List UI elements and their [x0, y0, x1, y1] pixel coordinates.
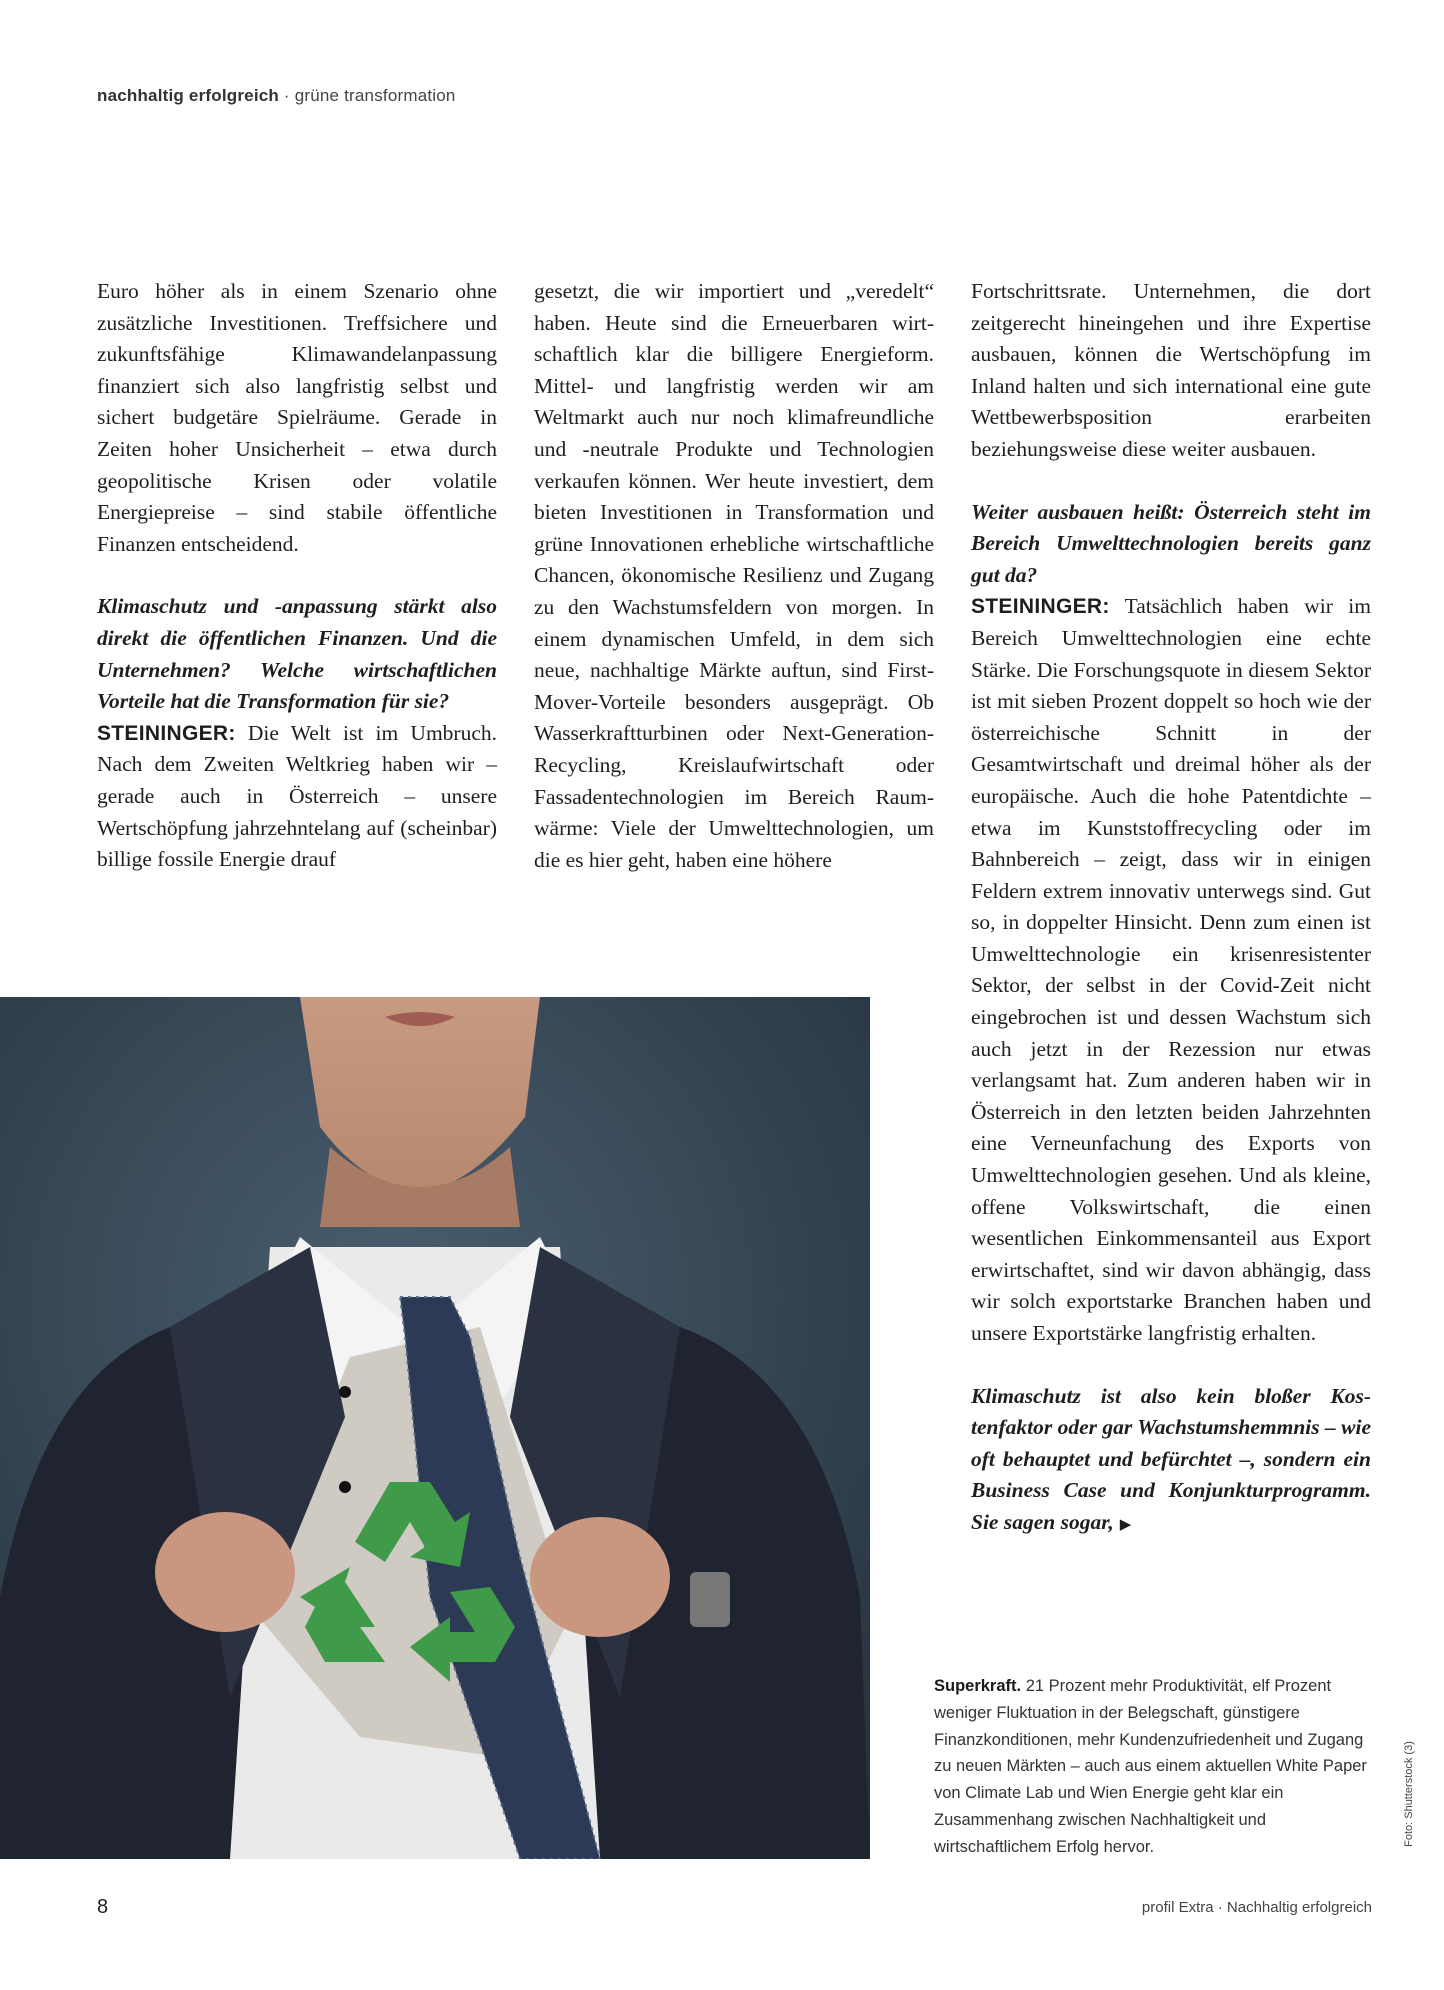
- interview-question: Klimaschutz und -anpassung stärkt also direkt die öffentlichen Finanzen. Und die Unternehmen? Welche wirtschaftlichen Vorteile hat die Transformation für sie?: [97, 594, 497, 714]
- header-section: nachhaltig erfolgreich: [97, 86, 279, 105]
- speaker-name: STEININGER:: [971, 595, 1110, 619]
- businessman-photo: [0, 997, 870, 1859]
- text-column-1: [97, 276, 497, 876]
- question-text: Klimaschutz ist also kein bloßer Kostenfaktor oder gar Wachstumshemmnis – wie oft behauptet und befürchtet –, sondern ein Business Case und Konjunkturprogramm. Sie sagen sogar,: [971, 1383, 1371, 1534]
- header-subsection: grüne transformation: [294, 86, 456, 105]
- paragraph: Euro höher als in einem Szenario ohne zusätzliche Investitionen. Treffsichere und zukunftsfähige Klimawandelanpassung finanziert sich also langfristig selbst und sichert budgetäre Spielräume. Gerade in Zeiten hoher Unsicherheit – etwa durch geopolitische Krisen oder volatile Energiepreise – sind stabile öffentliche Finanzen entscheidend.: [97, 279, 497, 556]
- caption-title: Superkraft.: [934, 1677, 1022, 1695]
- interview-question: Weiter ausbauen heißt: Österreich steht im Bereich Umwelttechnologien bereits ganz gut da?: [971, 499, 1371, 587]
- photo-credit: Foto: Shutterstock (3): [1402, 1741, 1415, 1847]
- paragraph: Fortschrittsrate. Unternehmen, die dort zeitgerecht hineingehen und ihre Expertise ausbauen, können die Wertschöpfung im Inland halten und sich international eine gute Wettbewerbsposition erarbeiten beziehungsweise diese weiter ausbauen.: [971, 279, 1371, 461]
- running-header: [97, 86, 456, 106]
- answer-paragraph: [97, 718, 497, 876]
- speaker-name: STEININGER:: [97, 721, 236, 745]
- footer-publication: profil Extra · Nachhaltig erfolgreich: [1141, 1899, 1372, 1916]
- interview-question: [971, 1381, 1371, 1542]
- answer-paragraph: [971, 591, 1371, 1349]
- photo-illustration: [0, 997, 870, 1859]
- text-column-2: [534, 276, 934, 876]
- text-column-3: [971, 276, 1371, 1542]
- caption-text: 21 Prozent mehr Produktivität, elf Prozent weniger Fluktuation in der Belegschaft, günstigere Finanzkonditionen, mehr Kundenzufriedenheit und Zugang zu neuen Märkten – auch aus einem aktuellen White Paper von Climate Lab und Wien Energie geht klar ein Zusammenhang zwischen Nachhaltigkeit und wirtschaftlichem Erfolg hervor.: [934, 1677, 1367, 1856]
- paragraph: gesetzt, die wir importiert und „veredelt“ haben. Heute sind die Erneuerbaren wirtschaftlich klar die billigere Energieform. Mittel- und langfristig werden wir am Weltmarkt auch nur noch klimafreundliche und -neutrale Produkte und Technologien verkaufen können. Wer heute investiert, dem bieten Investitionen in Transformation und grüne Innovationen erhebliche wirtschaftliche Chancen, ökonomische Resilienz und Zugang zu den Wachstumsfeldern von morgen. In einem dynamischen Umfeld, in dem sich neue, nachhaltige Märkte auftun, sind First-Mover-Vorteile besonders ausgeprägt. Ob Wasserkraftturbinen oder Next-Generation-Recycling, Kreislaufwirtschaft oder Fassadentechnologien im Bereich Raumwärme: Viele der Umwelttechnologien, um die es hier geht, haben eine höhere: [534, 279, 934, 872]
- continue-arrow-icon: ▶: [1119, 1516, 1132, 1533]
- header-separator: ·: [279, 86, 295, 105]
- answer-text: Die Welt ist im Umbruch. Nach dem Zweiten Weltkrieg haben wir – gerade auch in Österreich – unsere Wertschöpfung jahrzehntelang auf (scheinbar) billige fossile Energie drauf: [97, 720, 497, 872]
- image-caption: [934, 1673, 1376, 1861]
- page-number: 8: [97, 1896, 109, 1918]
- answer-text: Tatsächlich haben wir im Bereich Umwelttechnologien eine echte Stärke. Die Forschungsquote in diesem Sektor ist mit sieben Prozent doppelt so hoch wie der österreichische Schnitt in der Gesamtwirtschaft und dreimal höher als der europäische. Auch die hohe Patentdichte – etwa im Kunststoffrecycling oder im Bahnbereich – zeigt, dass wir in einigen Feldern extrem innovativ unterwegs sind. Gut so, in doppelter Hinsicht. Denn zum einen ist Umwelttechnologie ein krisenresistenter Sektor, der selbst in der Covid-Zeit nicht eingebrochen ist und dessen Wachstum sich auch jetzt in der Rezession nur etwas verlangsamt hat. Zum anderen haben wir in Österreich in den letzten beiden Jahrzehnten eine Verneunfachung des Exports von Umwelttechnologien gesehen. Und als kleine, offene Volkswirtschaft, die einen wesentlichen Einkommensanteil aus Export erwirtschaftet, sind wir davon abhängig, dass wir solch exportstarke Branchen haben und unsere Exportstärke langfristig erhalten.: [971, 594, 1371, 1345]
